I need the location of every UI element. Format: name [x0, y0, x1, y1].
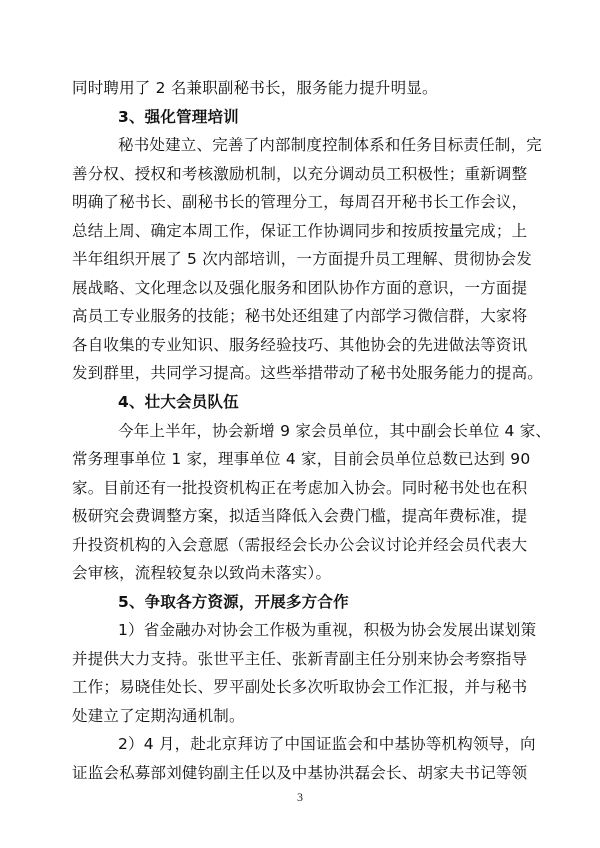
paragraph-line: 展战略、文化理念以及强化服务和团队协作方面的意识，一方面提: [72, 279, 528, 297]
paragraph-line: 同时聘用了 2 名兼职副秘书长，服务能力提升明显。: [72, 79, 438, 97]
paragraph-line: 发到群里，共同学习提高。这些举措带动了秘书处服务能力的提高。: [72, 364, 544, 382]
paragraph-line: 升投资机构的入会意愿（需报经会长办公会议讨论并经会员代表大: [72, 536, 528, 554]
paragraph-line: 证监会私募部刘健钧副主任以及中基协洪磊会长、胡家夫书记等领: [72, 764, 528, 782]
paragraph-line: 今年上半年，协会新增 9 家会员单位，其中副会长单位 4 家、: [118, 422, 552, 440]
paragraph-line: 半年组织开展了 5 次内部培训，一方面提升员工理解、贯彻协会发: [72, 250, 532, 268]
paragraph-line: 总结上周、确定本周工作，保证工作协调同步和按质按量完成；上: [72, 222, 528, 240]
paragraph-line: 处建立了定期沟通机制。: [72, 707, 245, 725]
page-number: 3: [297, 790, 303, 804]
section-heading-5: 5、争取各方资源，开展多方合作: [118, 593, 349, 611]
paragraph-line: 工作；易晓佳处长、罗平副处长多次听取协会工作汇报，并与秘书: [72, 678, 528, 696]
paragraph-line: 常务理事单位 1 家，理事单位 4 家，目前会员单位总数已达到 90: [72, 450, 531, 468]
paragraph-line: 2）4 月，赴北京拜访了中国证监会和中基协等机构领导，向: [118, 735, 536, 753]
paragraph-line: 家。目前还有一批投资机构正在考虑加入协会。同时秘书处也在积: [72, 479, 528, 497]
paragraph-line: 秘书处建立、完善了内部制度控制体系和任务目标责任制，完: [118, 136, 542, 154]
section-heading-3: 3、强化管理培训: [118, 108, 239, 126]
paragraph-line: 并提供大力支持。张世平主任、张新青副主任分别来协会考察指导: [72, 650, 528, 668]
paragraph-line: 高员工专业服务的技能；秘书处还组建了内部学习微信群，大家将: [72, 307, 528, 325]
paragraph-line: 各自收集的专业知识、服务经验技巧、其他协会的先进做法等资讯: [72, 336, 528, 354]
section-heading-4: 4、壮大会员队伍: [118, 393, 239, 411]
paragraph-line: 1）省金融办对协会工作极为重视，积极为协会发展出谋划策: [118, 621, 537, 639]
paragraph-line: 会审核，流程较复杂以致尚未落实）。: [72, 564, 332, 582]
paragraph-line: 明确了秘书长、副秘书长的管理分工，每周召开秘书长工作会议，: [72, 193, 528, 211]
paragraph-line: 善分权、授权和考核激励机制，以充分调动员工积极性；重新调整: [72, 165, 528, 183]
paragraph-line: 极研究会费调整方案，拟适当降低入会费门槛，提高年费标准，提: [72, 507, 528, 525]
